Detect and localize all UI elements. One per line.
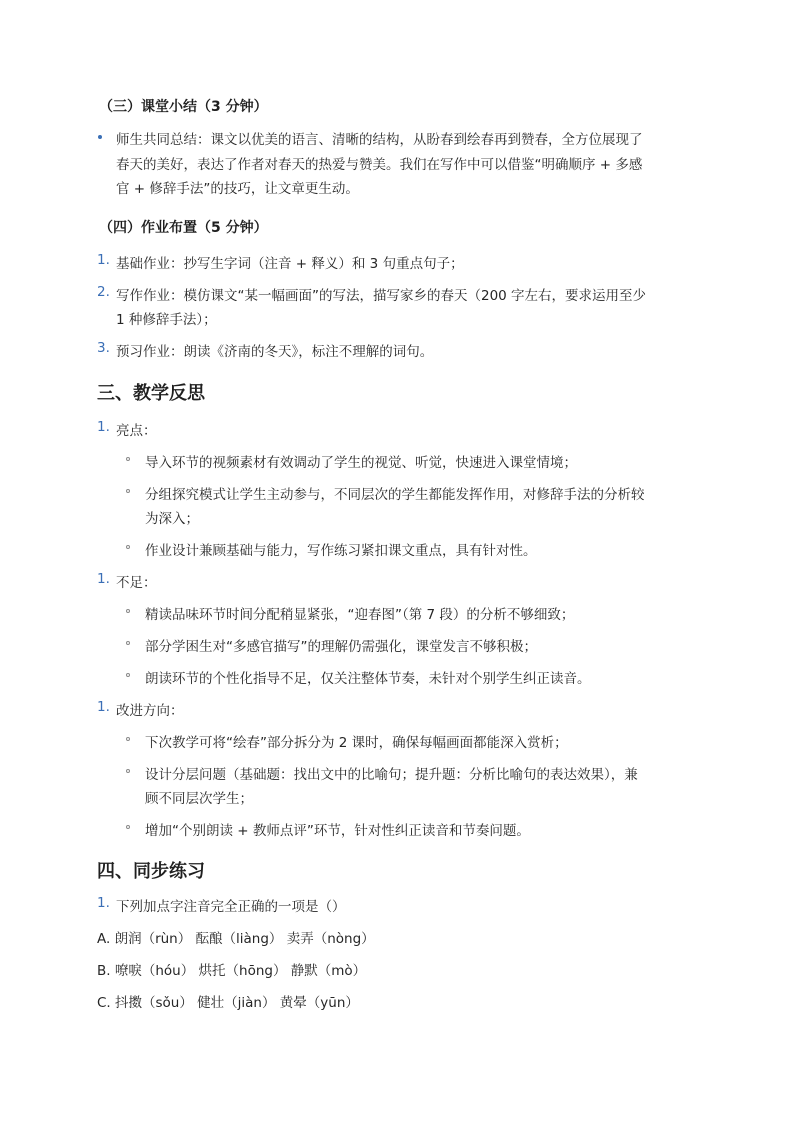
- reflection-item: 作业设计兼顾基础与能力，写作练习紧扣课文重点，具有针对性。: [145, 543, 537, 559]
- list-number: 1.: [97, 699, 110, 715]
- bullet-icon: [98, 135, 102, 139]
- reflection-item-line1: 设计分层问题（基础题：找出文中的比喻句；提升题：分析比喻句的表达效果），兼: [145, 767, 638, 783]
- summary-text-line3: 官 + 修辞手法”的技巧，让文章更生动。: [116, 181, 359, 197]
- reflection-item: 增加“个别朗读 + 教师点评”环节，针对性纠正读音和节奏问题。: [145, 823, 530, 839]
- reflection-item: 下次教学可将“绘春”部分拆分为 2 课时，确保每幅画面都能深入赏析；: [145, 735, 568, 751]
- homework-item-2-line2: 1 种修辞手法）；: [116, 312, 217, 328]
- circle-bullet-icon: [126, 769, 130, 773]
- list-number: 1.: [97, 419, 110, 435]
- homework-item-3: 预习作业：朗读《济南的冬天》，标注不理解的词句。: [116, 344, 434, 360]
- circle-bullet-icon: [126, 609, 130, 613]
- circle-bullet-icon: [126, 489, 130, 493]
- option-c: C. 抖擞（sǒu） 健壮（jiàn） 黄晕（yūn）: [97, 995, 359, 1011]
- circle-bullet-icon: [126, 673, 130, 677]
- reflection-item-line2: 顾不同层次学生；: [145, 791, 253, 807]
- summary-text-line2: 春天的美好，表达了作者对春天的热爱与赞美。我们在写作中可以借鉴“明确顺序 + 多感: [116, 157, 643, 173]
- section-heading-reflection: 三、教学反思: [97, 383, 205, 404]
- reflection-item: 精读品味环节时间分配稍显紧张，“迎春图”（第 7 段）的分析不够细致；: [145, 607, 575, 623]
- circle-bullet-icon: [126, 545, 130, 549]
- reflection-item: 部分学困生对“多感官描写”的理解仍需强化，课堂发言不够积极；: [145, 639, 537, 655]
- reflection-group-title: 不足：: [116, 575, 157, 591]
- section-heading-practice: 四、同步练习: [97, 861, 205, 882]
- summary-text-line1: 师生共同总结：课文以优美的语言、清晰的结构，从盼春到绘春再到赞春，全方位展现了: [116, 132, 643, 148]
- reflection-item-line1: 分组探究模式让学生主动参与，不同层次的学生都能发挥作用，对修辞手法的分析较: [145, 487, 645, 503]
- reflection-item-line2: 为深入；: [145, 511, 199, 527]
- circle-bullet-icon: [126, 737, 130, 741]
- reflection-item: 朗读环节的个性化指导不足，仅关注整体节奏，未针对个别学生纠正读音。: [145, 671, 591, 687]
- circle-bullet-icon: [126, 457, 130, 461]
- homework-item-1: 基础作业：抄写生字词（注音 + 释义）和 3 句重点句子；: [116, 256, 464, 272]
- homework-item-2-line1: 写作作业：模仿课文“某一幅画面”的写法，描写家乡的春天（200 字左右，要求运用至少: [116, 288, 647, 304]
- section-heading-homework: （四）作业布置（5 分钟）: [99, 220, 268, 236]
- circle-bullet-icon: [126, 641, 130, 645]
- reflection-group-title: 改进方向：: [116, 703, 184, 719]
- list-number: 1.: [97, 571, 110, 587]
- option-a: A. 朗润（rùn） 酝酿（liàng） 卖弄（nòng）: [97, 931, 375, 947]
- list-number: 1.: [97, 252, 110, 268]
- reflection-item: 导入环节的视频素材有效调动了学生的视觉、听觉，快速进入课堂情境；: [145, 455, 577, 471]
- circle-bullet-icon: [126, 825, 130, 829]
- list-number: 2.: [97, 284, 110, 300]
- list-number: 1.: [97, 895, 110, 911]
- list-number: 3.: [97, 340, 110, 356]
- reflection-group-title: 亮点：: [116, 423, 157, 439]
- option-b: B. 嘹唳（hóu） 烘托（hōng） 静默（mò）: [97, 963, 367, 979]
- question-text: 下列加点字注音完全正确的一项是（）: [116, 899, 346, 915]
- section-heading-summary: （三）课堂小结（3 分钟）: [99, 99, 268, 115]
